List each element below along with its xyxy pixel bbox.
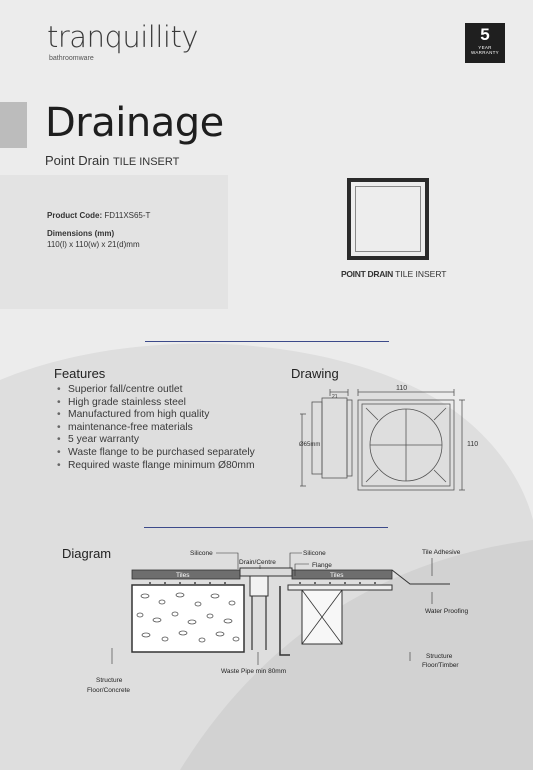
label-water-proofing: Water Proofing	[425, 608, 469, 615]
warranty-badge	[465, 23, 505, 63]
brand-logo: tranquillity	[47, 20, 198, 54]
warranty-line2: WARRANTY	[471, 50, 499, 55]
diagram-heading: Diagram	[62, 546, 112, 561]
label-tiles-left: Tiles	[176, 572, 190, 579]
dimensions-label: Dimensions (mm)	[47, 229, 115, 238]
drawing-height-label: 110	[467, 441, 479, 448]
label-structure-concrete-2: Floor/Concrete	[87, 687, 130, 694]
label-structure-concrete-1: Structure	[96, 677, 123, 684]
feature-item-continued: • maintenance-free materials	[57, 422, 255, 435]
brand-tagline: bathroomware	[49, 55, 94, 62]
product-caption-bold: POINT DRAIN	[341, 269, 393, 279]
product-image	[347, 178, 429, 260]
subtitle-suffix: TILE INSERT	[112, 156, 180, 168]
warranty-number: 5	[480, 25, 490, 44]
product-code-row	[47, 211, 150, 220]
warranty-line1: YEAR	[478, 45, 492, 50]
label-structure-timber-1: Structure	[426, 653, 453, 660]
page-subtitle	[45, 153, 179, 168]
subtitle-main: Point Drain	[45, 153, 110, 168]
feature-item: • Manufactured from high quality	[57, 409, 255, 422]
drawing-width-label: 110	[396, 385, 408, 392]
features-heading: Features	[54, 366, 106, 381]
drawing-depth-label: 21	[332, 394, 338, 400]
drawing-diameter-label: Ø65mm	[299, 442, 321, 448]
label-structure-timber-2: Floor/Timber	[422, 662, 459, 669]
feature-item: • 5 year warranty	[57, 434, 255, 447]
label-tiles-right: Tiles	[330, 572, 344, 579]
page-title: Drainage	[45, 100, 224, 146]
feature-item: • Waste flange to be purchased separately	[57, 447, 255, 460]
label-silicone-right: Silicone	[303, 550, 326, 557]
installation-diagram	[0, 540, 533, 700]
section-divider	[145, 341, 389, 342]
section-divider	[144, 527, 388, 528]
product-caption	[341, 269, 447, 279]
technical-drawing	[290, 380, 510, 500]
features-list	[57, 384, 255, 472]
product-code-label: Product Code:	[47, 211, 103, 220]
label-drain-centre: Drain/Centre	[239, 559, 276, 566]
label-flange: Flange	[312, 562, 332, 569]
product-caption-rest: TILE INSERT	[395, 269, 447, 279]
title-accent-bar	[0, 102, 27, 148]
feature-item: • High grade stainless steel	[57, 397, 255, 410]
product-code-value: FD11XS65-T	[104, 211, 151, 220]
drawing-heading: Drawing	[291, 366, 339, 381]
dimensions-value: 110(l) x 110(w) x 21(d)mm	[47, 240, 140, 249]
label-tile-adhesive: Tile Adhesive	[422, 549, 461, 556]
feature-item: • Required waste flange minimum Ø80mm	[57, 460, 255, 473]
feature-item: • Superior fall/centre outlet	[57, 384, 255, 397]
label-waste-pipe: Waste Pipe min 80mm	[221, 668, 287, 675]
label-silicone-left: Silicone	[190, 550, 213, 557]
